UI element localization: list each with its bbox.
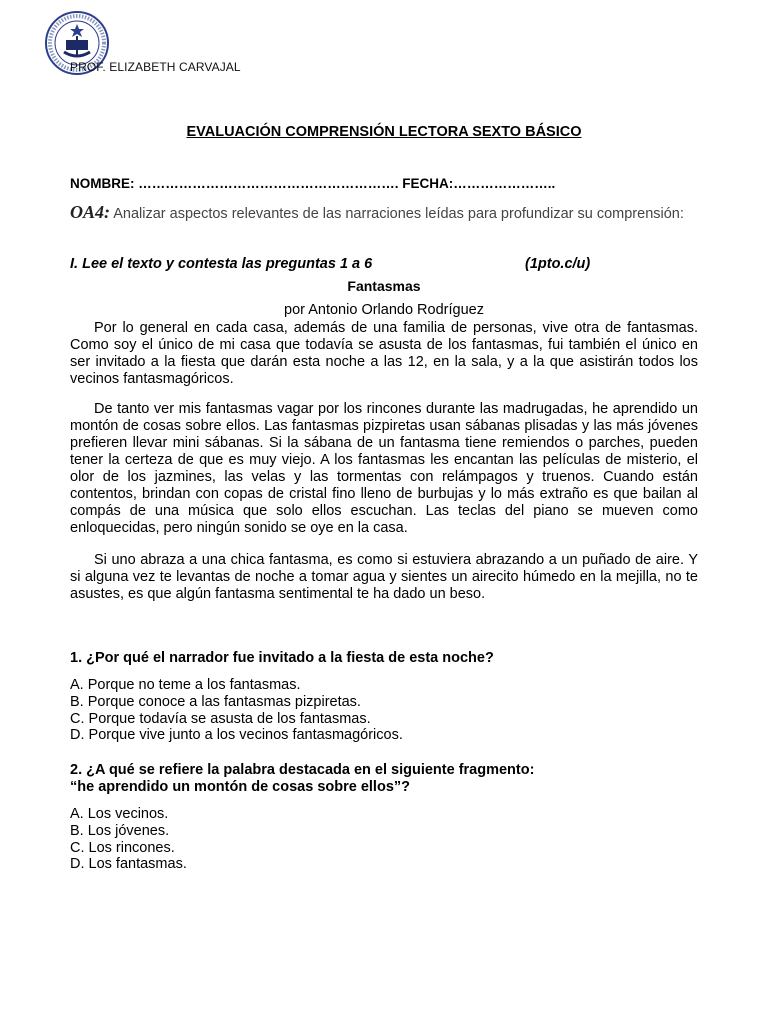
question-quote: “he aprendido un montón de cosas sobre ellos”? xyxy=(70,779,410,795)
story-title: Fantasmas xyxy=(347,278,421,294)
answer-option: B. Porque conoce a las fantasmas pizpiretas. xyxy=(70,693,361,710)
exam-title: EVALUACIÓN COMPRENSIÓN LECTORA SEXTO BÁSICO xyxy=(186,124,582,140)
objective-text: Analizar aspectos relevantes de las narraciones leídas para profundizar su comprensión: xyxy=(113,206,684,222)
answer-option: D. Los fantasmas. xyxy=(70,856,187,873)
instruction-text: I. Lee el texto y contesta las preguntas 1 a 6 xyxy=(70,256,373,272)
story-paragraph: Si uno abraza a una chica fantasma, es como si estuviera abrazando a un puñado de aire. Y si alguna vez te levantas de noche a tomar agua y sientes un airecito húmedo en la mejilla, no te asustes, es que algún fantasma sentimental te ha dado un beso. xyxy=(70,552,698,602)
question-1 xyxy=(70,650,710,744)
answer-option: B. Los jóvenes. xyxy=(70,822,170,839)
answer-option: D. Porque vive junto a los vecinos fantasmagóricos. xyxy=(70,727,403,744)
question-2 xyxy=(70,762,710,873)
story-paragraph: Por lo general en cada casa, además de una familia de personas, vive otra de fantasmas. Como soy el único de mi casa que todavía se asusta de los fantasmas, fui también el único en ser invitado a la fiesta que darán esta noche a las 12, en la sala, y a la que asistirán todos los vecinos fantasmagóricos. xyxy=(70,320,698,387)
answer-option: A. Los vecinos. xyxy=(70,806,169,822)
section-instruction xyxy=(70,256,700,272)
question-stem: 1. ¿Por qué el narrador fue invitado a la fiesta de esta noche? xyxy=(70,650,494,666)
story-paragraph: De tanto ver mis fantasmas vagar por los rincones durante las madrugadas, he aprendido un montón de cosas sobre ellos. Las fantasmas pizpiretas usan sábanas plisadas y las más jóvenes prefieren llevar mini sábanas. Si la sábana de un fantasma tiene remiendos o parches, pueden tener la certeza de que es muy viejo. A los fantasmas les encantan las películas de misterio, el olor de los jazmines, las velas y las tormentas con relámpagos y truenos. Cuando están contentos, brindan con copas de cristal fino lleno de burbujas y lo más extraño es que bailan al compás de una música que solo ellos escuchan. Las teclas del piano se mueven como enloquecidas, pero ningún sonido se oye en la casa. xyxy=(70,401,698,536)
question-stem: 2. ¿A qué se refiere la palabra destacada en el siguiente fragmento: xyxy=(70,762,535,778)
answer-option: C. Porque todavía se asusta de los fantasmas. xyxy=(70,710,371,727)
teacher-name: PROF. ELIZABETH CARVAJAL xyxy=(70,60,241,74)
story-author: por Antonio Orlando Rodríguez xyxy=(284,302,484,318)
answer-options xyxy=(70,806,710,873)
answer-option: A. Porque no teme a los fantasmas. xyxy=(70,677,301,693)
answer-option: C. Los rincones. xyxy=(70,839,175,856)
answer-options xyxy=(70,677,710,744)
points-label: (1pto.c/u) xyxy=(525,256,591,272)
student-name-date-line: NOMBRE: …………………………………………………. FECHA:………………….. xyxy=(70,176,556,191)
objective-code: OA4: xyxy=(70,202,110,222)
learning-objective xyxy=(70,203,700,223)
